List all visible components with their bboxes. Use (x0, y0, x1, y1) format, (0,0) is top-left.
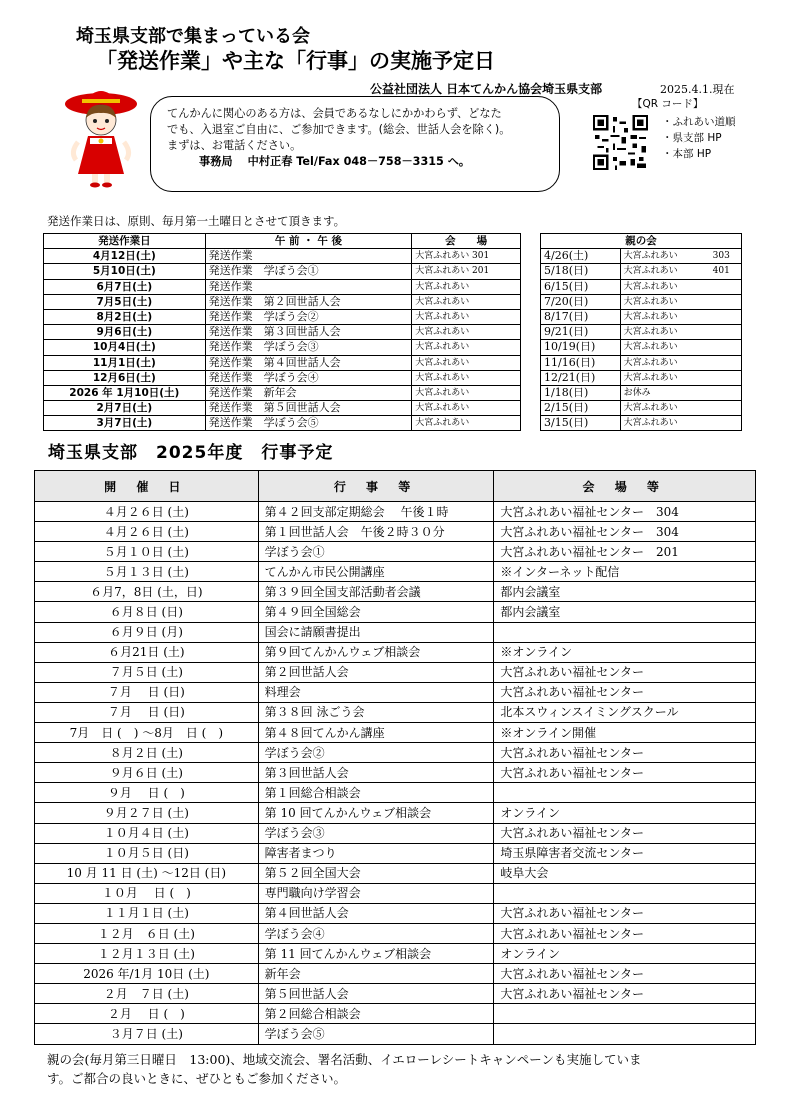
event-name: てんかん市民公開講座 (258, 562, 494, 582)
event-venue: 大宮ふれあい福祉センター (494, 682, 756, 702)
table-row (35, 1004, 756, 1024)
column-header: 親の会 (541, 234, 742, 249)
shipping-venue: 大宮ふれあい 201 (412, 264, 521, 279)
parents-venue: 大宮ふれあい (620, 401, 710, 416)
shipping-task: 発送作業 第３回世話人会 (205, 325, 412, 340)
event-name: 第１回世話人会 午後２時３０分 (258, 522, 494, 542)
event-venue (494, 622, 756, 642)
event-venue (494, 883, 756, 903)
parents-venue: 大宮ふれあい (620, 325, 710, 340)
table-row (541, 401, 742, 416)
shipping-date: 7月5日(土) (44, 294, 206, 309)
shipping-task: 発送作業 学ぼう会② (205, 309, 412, 324)
shipping-table (43, 233, 521, 431)
event-date: ７月 日 (日) (35, 702, 259, 722)
parents-date: 1/18(日) (541, 385, 621, 400)
table-row (35, 944, 756, 964)
event-venue: 大宮ふれあい福祉センター (494, 964, 756, 984)
event-name: 第４９回全国総会 (258, 602, 494, 622)
event-date: ６月7，8日 (土，日) (35, 582, 259, 602)
table-row (541, 370, 742, 385)
parents-date: 7/20(日) (541, 294, 621, 309)
parents-room: 303 (710, 249, 742, 264)
event-date: ９月６日 (土) (35, 763, 259, 783)
parents-room (710, 401, 742, 416)
table-row (44, 370, 521, 385)
column-header: 発送作業日 (44, 234, 206, 249)
shipping-date: 4月12日(土) (44, 249, 206, 264)
table-row (35, 743, 756, 763)
parents-venue: 大宮ふれあい (620, 340, 710, 355)
table-row (35, 642, 756, 662)
table-row (44, 401, 521, 416)
parents-room (710, 294, 742, 309)
event-date: ７月 日 (日) (35, 682, 259, 702)
parents-room (710, 355, 742, 370)
qr-code-icon[interactable] (593, 115, 648, 170)
table-row (35, 502, 756, 522)
parents-date: 11/16(日) (541, 355, 621, 370)
table-row (35, 662, 756, 682)
event-venue: 大宮ふれあい福祉センター (494, 823, 756, 843)
parents-room (710, 325, 742, 340)
event-venue (494, 783, 756, 803)
event-date: １０月 日 ( ) (35, 883, 259, 903)
event-venue: ※インターネット配信 (494, 562, 756, 582)
shipping-venue: 大宮ふれあい (412, 385, 521, 400)
qr-link-branch-hp[interactable]: ・県支部 HP (662, 132, 722, 144)
column-header: 行 事 等 (258, 471, 494, 502)
parents-venue: 大宮ふれあい (620, 249, 710, 264)
parents-meeting-table (540, 233, 742, 431)
event-date: ７月５日 (土) (35, 662, 259, 682)
shipping-venue: 大宮ふれあい (412, 355, 521, 370)
table-row (35, 883, 756, 903)
table-row (44, 385, 521, 400)
qr-link-map[interactable]: ・ふれあい道順 (662, 116, 736, 128)
event-name: 第３９回全国支部活動者会議 (258, 582, 494, 602)
parents-date: 3/15(日) (541, 416, 621, 431)
table-row (35, 823, 756, 843)
event-venue: 大宮ふれあい福祉センター 304 (494, 502, 756, 522)
table-row (44, 264, 521, 279)
notice-line: てんかんに関心のある方は、会員であるなしにかかわらず、どなた (167, 107, 502, 120)
parents-date: 12/21(日) (541, 370, 621, 385)
event-date: ３月７日 (土) (35, 1024, 259, 1044)
event-venue: オンライン (494, 944, 756, 964)
event-venue: オンライン (494, 803, 756, 823)
shipping-date: 2月7日(土) (44, 401, 206, 416)
event-name: 学ぼう会① (258, 542, 494, 562)
office-contact: 事務局 中村正春 Tel/Fax 048－758－3315 へ。 (199, 155, 471, 168)
notice-line: まずは、お電話ください。 (167, 139, 302, 152)
shipping-venue: 大宮ふれあい (412, 401, 521, 416)
shipping-venue: 大宮ふれあい (412, 416, 521, 431)
parents-date: 2/15(日) (541, 401, 621, 416)
event-name: 第４回世話人会 (258, 903, 494, 923)
event-venue: 大宮ふれあい福祉センター 201 (494, 542, 756, 562)
mascot-girl-icon (62, 82, 140, 188)
event-venue: 大宮ふれあい福祉センター 304 (494, 522, 756, 542)
shipping-task: 発送作業 第２回世話人会 (205, 294, 412, 309)
table-row (35, 964, 756, 984)
parents-room (710, 416, 742, 431)
events-section-title: 埼玉県支部 2025年度 行事予定 (48, 443, 334, 463)
table-row (35, 984, 756, 1004)
table-row (44, 325, 521, 340)
event-venue: 大宮ふれあい福祉センター (494, 763, 756, 783)
table-row (541, 340, 742, 355)
table-row (35, 903, 756, 923)
parents-room (710, 309, 742, 324)
event-name: 料理会 (258, 682, 494, 702)
parents-date: 6/15(日) (541, 279, 621, 294)
parents-room (710, 340, 742, 355)
shipping-date: 2026 年 1月10日(土) (44, 385, 206, 400)
event-name: 障害者まつり (258, 843, 494, 863)
issued-date: 2025.4.1.現在 (660, 83, 735, 96)
table-row (44, 340, 521, 355)
shipping-task: 発送作業 学ぼう会③ (205, 340, 412, 355)
shipping-task: 発送作業 第４回世話人会 (205, 355, 412, 370)
shipping-note: 発送作業日は、原則、毎月第一土曜日とさせて頂きます。 (47, 214, 346, 228)
event-date: ４月２６日 (土) (35, 522, 259, 542)
parents-date: 10/19(日) (541, 340, 621, 355)
event-name: 学ぼう会③ (258, 823, 494, 843)
shipping-venue: 大宮ふれあい (412, 340, 521, 355)
shipping-task: 発送作業 (205, 279, 412, 294)
parents-date: 8/17(日) (541, 309, 621, 324)
event-venue: 大宮ふれあい福祉センター (494, 984, 756, 1004)
event-name: 新年会 (258, 964, 494, 984)
event-name: 第５２回全国大会 (258, 863, 494, 883)
event-date: 10 月 11 日 (土) ～12日 (日) (35, 863, 259, 883)
events-table (34, 470, 756, 1045)
table-row (35, 923, 756, 943)
parents-venue: 大宮ふれあい (620, 279, 710, 294)
event-name: 第９回てんかんウェブ相談会 (258, 642, 494, 662)
table-row (35, 783, 756, 803)
shipping-date: 5月10日(土) (44, 264, 206, 279)
table-row (44, 279, 521, 294)
parents-venue: 大宮ふれあい (620, 264, 710, 279)
event-date: １２月１３日 (土) (35, 944, 259, 964)
table-row (541, 279, 742, 294)
table-row (541, 309, 742, 324)
table-row (35, 602, 756, 622)
parents-venue: お休み (620, 385, 710, 400)
event-venue: 大宮ふれあい福祉センター (494, 662, 756, 682)
parents-venue: 大宮ふれあい (620, 309, 710, 324)
event-date: 7月 日 ( ) ～8月 日 ( ) (35, 723, 259, 743)
event-venue: 都内会議室 (494, 582, 756, 602)
qr-links (662, 114, 736, 162)
table-row (541, 385, 742, 400)
event-name: 第３回世話人会 (258, 763, 494, 783)
parents-venue: 大宮ふれあい (620, 294, 710, 309)
column-header: 会 場 (412, 234, 521, 249)
parents-room: 401 (710, 264, 742, 279)
event-name: 国会に請願書提出 (258, 622, 494, 642)
parents-date: 9/21(日) (541, 325, 621, 340)
shipping-date: 9月6日(土) (44, 325, 206, 340)
table-row (35, 723, 756, 743)
event-name: 第４２回支部定期総会 午後１時 (258, 502, 494, 522)
table-row (541, 416, 742, 431)
table-row (541, 264, 742, 279)
parents-date: 4/26(土) (541, 249, 621, 264)
shipping-date: 10月4日(土) (44, 340, 206, 355)
footer-line: 親の会(毎月第三日曜日 13:00)、地域交流会、署名活動、イエローレシートキャンペーンも実施していま (47, 1052, 642, 1067)
event-name: 第 11 回てんかんウェブ相談会 (258, 944, 494, 964)
event-name: 第２回世話人会 (258, 662, 494, 682)
event-date: ５月１０日 (土) (35, 542, 259, 562)
event-name: 第３８回 泳ごう会 (258, 702, 494, 722)
qr-link-hq-hp[interactable]: ・本部 HP (662, 148, 712, 160)
table-row (35, 803, 756, 823)
shipping-date: 8月2日(土) (44, 309, 206, 324)
table-row (35, 622, 756, 642)
event-venue: 大宮ふれあい福祉センター (494, 903, 756, 923)
parents-venue: 大宮ふれあい (620, 355, 710, 370)
table-row (44, 294, 521, 309)
event-name: 専門職向け学習会 (258, 883, 494, 903)
table-row (35, 522, 756, 542)
event-venue: 岐阜大会 (494, 863, 756, 883)
qr-label: 【QR コード】 (632, 98, 704, 110)
parents-room (710, 279, 742, 294)
table-row (541, 249, 742, 264)
event-venue: ※オンライン (494, 642, 756, 662)
event-name: 第 10 回てんかんウェブ相談会 (258, 803, 494, 823)
table-row (35, 843, 756, 863)
table-row (541, 355, 742, 370)
shipping-venue: 大宮ふれあい (412, 309, 521, 324)
shipping-task: 発送作業 学ぼう会⑤ (205, 416, 412, 431)
shipping-task: 発送作業 (205, 249, 412, 264)
event-name: 学ぼう会⑤ (258, 1024, 494, 1044)
table-row (44, 249, 521, 264)
parents-venue: 大宮ふれあい (620, 416, 710, 431)
shipping-date: 6月7日(土) (44, 279, 206, 294)
table-row (35, 542, 756, 562)
event-date: ６月８日 (日) (35, 602, 259, 622)
event-venue: 北本スウィンスイミングスクール (494, 702, 756, 722)
footer-line: す。ご都合の良いときに、ぜひともご参加ください。 (47, 1071, 347, 1086)
event-name: 第１回総合相談会 (258, 783, 494, 803)
shipping-date: 11月1日(土) (44, 355, 206, 370)
table-row (44, 355, 521, 370)
table-row (44, 416, 521, 431)
event-date: 2026 年/1月 10日 (土) (35, 964, 259, 984)
parents-room (710, 370, 742, 385)
event-name: 学ぼう会② (258, 743, 494, 763)
table-row (35, 863, 756, 883)
event-date: １０月４日 (土) (35, 823, 259, 843)
shipping-task: 発送作業 第５回世話人会 (205, 401, 412, 416)
shipping-task: 発送作業 学ぼう会① (205, 264, 412, 279)
shipping-venue: 大宮ふれあい (412, 325, 521, 340)
event-venue (494, 1004, 756, 1024)
footer-note (47, 1050, 747, 1088)
event-name: 第４８回てんかん講座 (258, 723, 494, 743)
column-header: 会 場 等 (494, 471, 756, 502)
event-date: ９月 日 ( ) (35, 783, 259, 803)
notice-line: でも、入退室ご自由に、ご参加できます。(総会、世話人会を除く)。 (167, 123, 511, 136)
shipping-venue: 大宮ふれあい (412, 294, 521, 309)
shipping-venue: 大宮ふれあい (412, 279, 521, 294)
parents-venue: 大宮ふれあい (620, 370, 710, 385)
event-date: ２月 日 ( ) (35, 1004, 259, 1024)
table-row (35, 702, 756, 722)
table-row (35, 582, 756, 602)
table-row (35, 1024, 756, 1044)
event-name: 第２回総合相談会 (258, 1004, 494, 1024)
event-venue: 大宮ふれあい福祉センター (494, 923, 756, 943)
column-header: 開 催 日 (35, 471, 259, 502)
event-venue: 都内会議室 (494, 602, 756, 622)
event-date: １１月１日 (土) (35, 903, 259, 923)
event-name: 第５回世話人会 (258, 984, 494, 1004)
event-date: ９月２７日 (土) (35, 803, 259, 823)
table-row (35, 562, 756, 582)
table-row (35, 763, 756, 783)
page-title: 埼玉県支部で集まっている会 (76, 26, 310, 47)
event-date: １０月５日 (日) (35, 843, 259, 863)
event-date: ４月２６日 (土) (35, 502, 259, 522)
event-venue: 大宮ふれあい福祉センター (494, 743, 756, 763)
shipping-date: 12月6日(土) (44, 370, 206, 385)
event-date: ２月 ７日 (土) (35, 984, 259, 1004)
event-date: １２月 ６日 (土) (35, 923, 259, 943)
event-date: ８月２日 (土) (35, 743, 259, 763)
event-venue (494, 1024, 756, 1044)
event-name: 学ぼう会④ (258, 923, 494, 943)
column-header: 午 前 ・ 午 後 (205, 234, 412, 249)
table-row (44, 309, 521, 324)
shipping-venue: 大宮ふれあい (412, 370, 521, 385)
organization-name: 公益社団法人 日本てんかん協会埼玉県支部 (370, 82, 603, 96)
shipping-task: 発送作業 新年会 (205, 385, 412, 400)
event-date: ６月21日 (土) (35, 642, 259, 662)
shipping-venue: 大宮ふれあい 301 (412, 249, 521, 264)
page-subtitle: 「発送作業」や主な「行事」の実施予定日 (96, 49, 495, 73)
notice-bubble (150, 96, 560, 192)
event-date: ５月１３日 (土) (35, 562, 259, 582)
parents-date: 5/18(日) (541, 264, 621, 279)
event-date: ６月９日 (月) (35, 622, 259, 642)
event-venue: ※オンライン開催 (494, 723, 756, 743)
shipping-task: 発送作業 学ぼう会④ (205, 370, 412, 385)
event-venue: 埼玉県障害者交流センター (494, 843, 756, 863)
table-row (541, 294, 742, 309)
table-row (35, 682, 756, 702)
shipping-date: 3月7日(土) (44, 416, 206, 431)
parents-room (710, 385, 742, 400)
table-row (541, 325, 742, 340)
